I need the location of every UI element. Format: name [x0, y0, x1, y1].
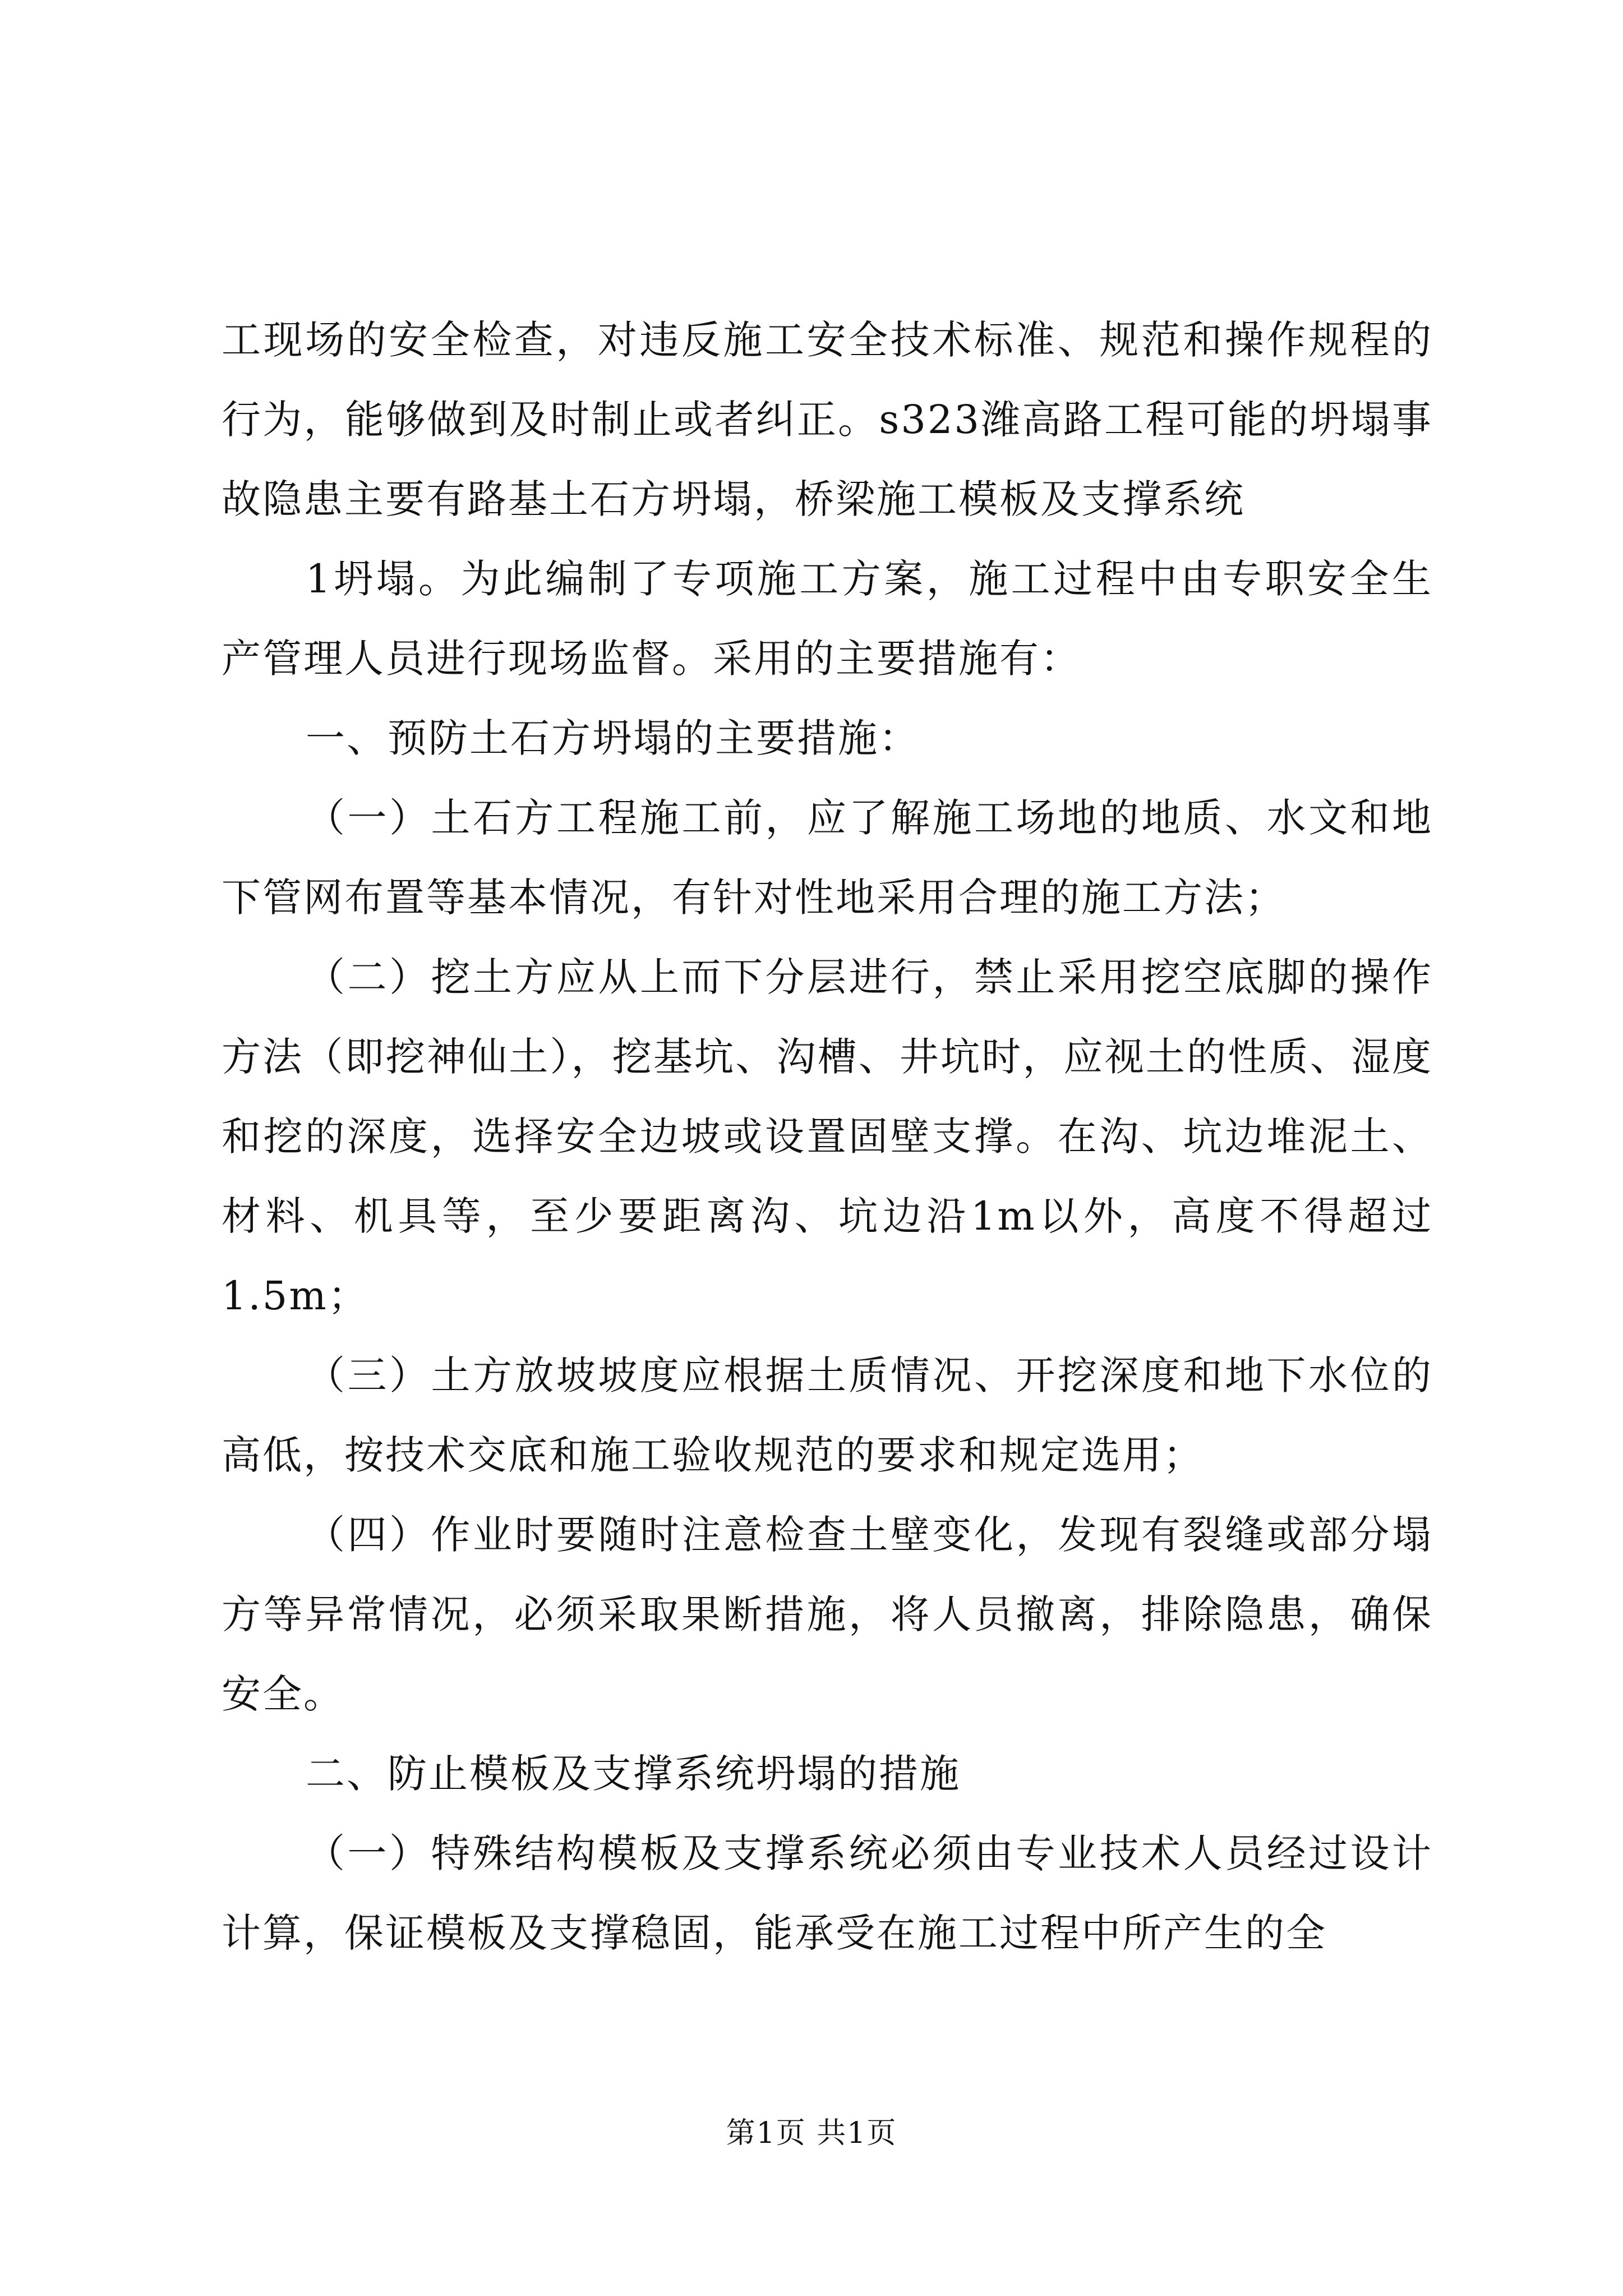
paragraph: （一）特殊结构模板及支撑系统必须由专业技术人员经过设计计算，保证模板及支撑稳固，能承受在施工过程中所产生的全	[222, 1830, 1433, 1956]
section-heading: 二、防止模板及支撑系统坍塌的措施	[306, 1751, 961, 1797]
paragraph: （一）土石方工程施工前，应了解施工场地的地质、水文和地下管网布置等基本情况，有针对性地采用合理的施工方法；	[222, 795, 1433, 921]
paragraph: 1坍塌。为此编制了专项施工方案，施工过程中由专职安全生产管理人员进行现场监督。采用的主要措施有：	[222, 556, 1433, 682]
paragraph: （四）作业时要随时注意检查土壁变化，发现有裂缝或部分塌方等异常情况，必须采取果断措施，将人员撤离，排除隐患，确保安全。	[222, 1512, 1433, 1717]
section-heading: 一、预防土石方坍塌的主要措施：	[306, 715, 920, 761]
paragraph-continuation: 工现场的安全检查，对违反施工安全技术标准、规范和操作规程的行为，能够做到及时制止或者纠正。s323潍高路工程可能的坍塌事故隐患主要有路基土石方坍塌，桥梁施工模板及支撑系统	[222, 317, 1433, 522]
paragraph: （二）挖土方应从上而下分层进行，禁止采用挖空底脚的操作方法（即挖神仙土），挖基坑、沟槽、井坑时，应视土的性质、湿度和挖的深度，选择安全边坡或设置固壁支撑。在沟、坑边堆泥土、材料、机具等，至少要距离沟、坑边沿1m以外，高度不得超过1.5m；	[222, 954, 1433, 1319]
page-number: 第1页 共1页	[726, 2116, 897, 2150]
document-body	[222, 300, 1433, 1973]
paragraph: （三）土方放坡坡度应根据土质情况、开挖深度和地下水位的高低，按技术交底和施工验收规范的要求和规定选用；	[222, 1352, 1433, 1478]
